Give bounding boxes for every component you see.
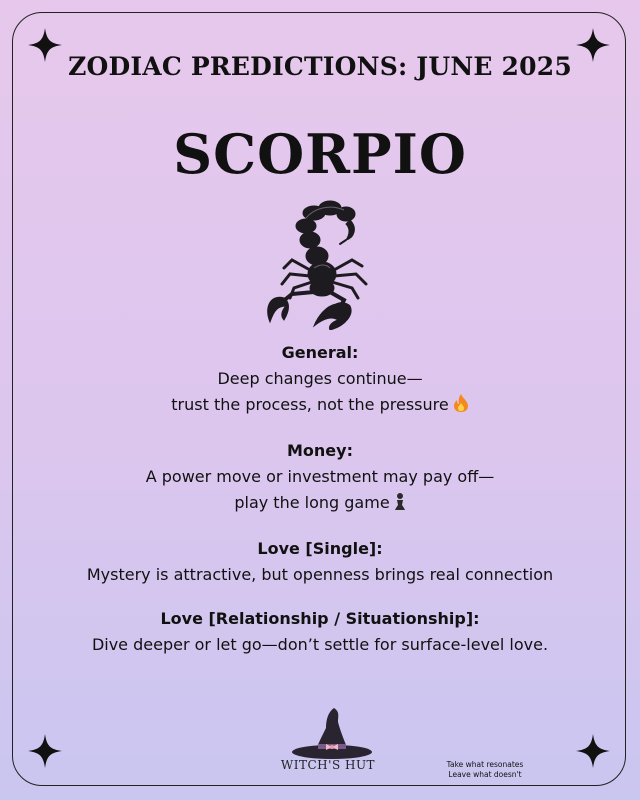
sparkle-icon	[576, 734, 610, 768]
section-line: A power move or investment may pay off—	[145, 467, 495, 486]
section-heading: General:	[281, 343, 359, 362]
predictions	[0, 340, 640, 676]
section-money	[0, 438, 640, 518]
chess-pawn-icon	[394, 492, 406, 518]
tagline	[430, 760, 540, 780]
brand-logo-text: WITCH'S HUT	[280, 758, 376, 772]
sparkle-icon	[28, 734, 62, 768]
section-heading: Money:	[287, 441, 353, 460]
page-title: ZODIAC PREDICTIONS: JUNE 2025	[68, 52, 572, 81]
section-general	[0, 340, 640, 420]
section-line: Dive deeper or let go—don’t settle for surface-level love.	[91, 635, 549, 654]
tagline-line: Leave what doesn't	[448, 770, 522, 779]
scorpion-icon	[262, 198, 380, 330]
section-heading: Love [Single]:	[257, 539, 383, 558]
fire-icon	[453, 394, 469, 420]
section-heading: Love [Relationship / Situationship]:	[160, 609, 480, 628]
section-line-with-icon	[0, 490, 640, 518]
section-love-relationship	[0, 606, 640, 658]
section-love-single	[0, 536, 640, 588]
section-line: play the long game	[234, 493, 390, 512]
tagline-line: Take what resonates	[446, 760, 524, 769]
sign-title: SCORPIO	[173, 122, 467, 186]
section-line: Mystery is attractive, but openness brings real connection	[86, 565, 554, 584]
section-line: trust the process, not the pressure	[171, 395, 449, 414]
section-line: Deep changes continue—	[217, 369, 423, 388]
section-line-with-icon	[0, 392, 640, 420]
